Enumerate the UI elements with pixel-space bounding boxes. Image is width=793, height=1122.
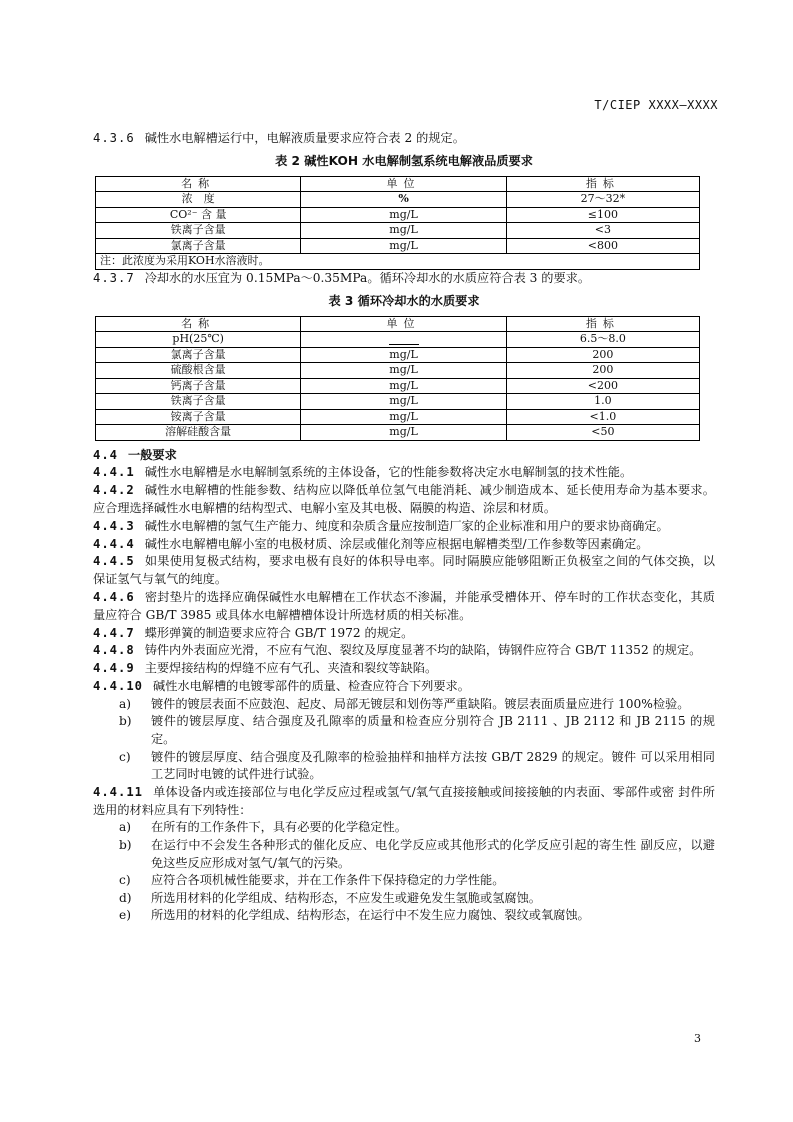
table-row: [96, 223, 700, 239]
item-label: c): [119, 749, 131, 764]
clause-4-4-3: [93, 518, 715, 536]
clause-number: 4.4.6: [93, 589, 135, 604]
table-cell: 27～32*: [506, 192, 699, 208]
table-cell: <200: [506, 378, 699, 394]
table-cell: <3: [506, 223, 699, 239]
clause-number: 4.3.6: [93, 131, 135, 145]
table-cell: <50: [506, 425, 699, 441]
clause-number: 4.4.10: [93, 678, 144, 693]
list-item: [119, 872, 715, 890]
table-row: [96, 394, 700, 410]
table-cell: 铁离子含量: [96, 394, 301, 410]
list-item: [119, 749, 715, 784]
clause-number: 4.4.11: [93, 784, 144, 799]
table-cell: mg/L: [301, 223, 506, 239]
table-cell: <800: [506, 238, 699, 254]
clause-number: 4.4.4: [93, 536, 135, 551]
section-number: 4.4: [93, 447, 119, 462]
page-number: 3: [694, 1032, 701, 1045]
table-row: [96, 425, 700, 441]
clause-text: 铸件内外表面应光滑，不应有气泡、裂纹及厚度显著不均的缺陷，铸钢件应符合 GB/T 11352 的规定。: [144, 643, 702, 658]
table-row: [96, 192, 700, 208]
clause-text: 主要焊接结构的焊缝不应有气孔、夹渣和裂纹等缺陷。: [144, 661, 438, 676]
list-item: [119, 837, 715, 872]
table-row: [96, 332, 700, 348]
table-cell: 溶解硅酸含量: [96, 425, 301, 441]
table-cell: 硫酸根含量: [96, 363, 301, 379]
clause-4-4-10: [93, 678, 715, 696]
item-text: 应符合各项机械性能要求，并在工作条件下保持稳定的力学性能。: [151, 873, 505, 888]
table-cell: 氯离子含量: [96, 347, 301, 363]
clause-text: 密封垫片的选择应确保碱性水电解槽在工作状态不渗漏，并能承受槽体开、停车时的工作状态变化，其质量应符合 GB/T 3985 或具体水电解槽槽体设计所选材质的相关标准。: [93, 589, 715, 622]
clause-text: 碱性水电解槽电解小室的电极材质、涂层或催化剂等应根据电解槽类型/工作参数等因素确定。: [144, 536, 649, 551]
clause-text: 蝶形弹簧的制造要求应符合 GB/T 1972 的规定。: [144, 625, 414, 640]
list-item: [119, 819, 715, 837]
clause-number: 4.4.7: [93, 625, 135, 640]
clause-text: 冷却水的水压宜为 0.15MPa～0.35MPa。循环冷却水的水质应符合表 3 的要求。: [144, 270, 591, 285]
item-label: b): [119, 837, 132, 852]
table2: [95, 176, 700, 270]
item-text: 镀件的镀层表面不应鼓泡、起皮、局部无镀层和划伤等严重缺陷。镀层表面质量应进行 100%检验。: [151, 696, 690, 711]
table-header: 单位: [301, 176, 506, 192]
list-item: [119, 890, 715, 908]
section-title-text: 一般要求: [128, 447, 177, 462]
table-cell: <1.0: [506, 409, 699, 425]
table-cell: CO²⁻ 含 量: [96, 207, 301, 223]
table-cell: 氯离子含量: [96, 238, 301, 254]
clause-4-4-2: [93, 482, 715, 518]
table-cell: mg/L: [301, 394, 506, 410]
table-header: 指标: [506, 176, 699, 192]
clause-number: 4.4.2: [93, 483, 135, 498]
clause-4-4-4: [93, 536, 715, 554]
item-text: 在运行中不会发生各种形式的催化反应、电化学反应或其他形式的化学反应引起的寄生性 副反应，以避免这些反应形成对氢气/氧气的污染。: [151, 837, 715, 870]
document-header: T/CIEP XXXX—XXXX: [594, 98, 718, 112]
clause-4-3-7: [93, 270, 715, 288]
clause-4-4-1: [93, 464, 715, 482]
table-header: 单位: [301, 316, 506, 332]
table-cell: 浓 度: [96, 192, 301, 208]
table-cell: 铁离子含量: [96, 223, 301, 239]
section-4-4-title: [93, 447, 715, 465]
clause-number: 4.4.3: [93, 518, 135, 533]
clause-text: 碱性水电解槽的氢气生产能力、纯度和杂质含量应按制造厂家的企业标准和用户的要求协商确定。: [144, 518, 669, 533]
item-text: 镀件的镀层厚度、结合强度及孔隙率的检验抽样和抽样方法按 GB/T 2829 的规定。镀件 可以采用相同工艺同时电镀的试件进行试验。: [151, 749, 715, 782]
clause-4-4-11: [93, 784, 715, 820]
clause-number: 4.4.1: [93, 465, 135, 480]
clause-text: 碱性水电解槽是水电解制氢系统的主体设备，它的性能参数将决定水电解制氢的技术性能。: [144, 465, 633, 480]
item-label: a): [119, 696, 132, 711]
clause-number: 4.4.9: [93, 661, 135, 676]
table-cell: 6.5～8.0: [506, 332, 699, 348]
item-text: 所选用的材料的化学组成、结构形态，在运行中不发生应力腐蚀、裂纹或氧腐蚀。: [151, 908, 590, 923]
table-cell: 铵离子含量: [96, 409, 301, 425]
table-cell: mg/L: [301, 238, 506, 254]
table-cell: 200: [506, 363, 699, 379]
table2-caption: 表 2 碱性KOH 水电解制氢系统电解液品质要求: [275, 153, 533, 168]
blank-unit: [389, 334, 419, 345]
list-item: [119, 907, 715, 925]
table-row: [96, 238, 700, 254]
item-text: 在所有的工作条件下，具有必要的化学稳定性。: [151, 820, 407, 835]
table-cell: mg/L: [301, 363, 506, 379]
table-cell: ≤100: [506, 207, 699, 223]
table-cell: %: [301, 192, 506, 208]
clause-number: 4.3.7: [93, 270, 135, 285]
table3: [95, 316, 700, 441]
clause-4-4-6: [93, 589, 715, 625]
table-cell: mg/L: [301, 425, 506, 441]
item-text: 镀件的镀层厚度、结合强度及孔隙率的质量和检查应分别符合 JB 2111 、JB 2112 和 JB 2115 的规定。: [151, 714, 715, 746]
table-header-row: [96, 316, 700, 332]
table-cell: [301, 332, 506, 348]
table-cell: mg/L: [301, 347, 506, 363]
table-cell: 钙离子含量: [96, 378, 301, 394]
item-label: e): [119, 908, 131, 923]
table-note-row: [96, 254, 700, 270]
clause-4-4-5: [93, 553, 715, 589]
table-cell: mg/L: [301, 409, 506, 425]
item-label: b): [119, 714, 132, 729]
table-header: 名称: [96, 176, 301, 192]
clause-number: 4.4.5: [93, 554, 135, 569]
table-row: [96, 207, 700, 223]
table-header: 名称: [96, 316, 301, 332]
table3-caption: 表 3 循环冷却水的水质要求: [328, 293, 480, 308]
clause-text: 单体设备内或连接部位与电化学反应过程或氢气/氧气直接接触或间接接触的内表面、零部件或密 封件所选用的材料应具有下列特性：: [93, 784, 715, 817]
clause-text: 如果使用复极式结构，要求电极有良好的体积导电率。同时隔膜应能够阻断正负极室之间的气体交换，以保证氢气与氧气的纯度。: [93, 554, 715, 587]
page-content: [93, 130, 715, 925]
clause-4-3-6: [93, 130, 715, 148]
table-note: 注：此浓度为采用KOH水溶液时。: [96, 254, 700, 270]
table-cell: 200: [506, 347, 699, 363]
table-row: [96, 409, 700, 425]
table-cell: mg/L: [301, 207, 506, 223]
table-row: [96, 347, 700, 363]
item-label: a): [119, 820, 132, 835]
clause-4-4-8: [93, 642, 715, 660]
item-label: d): [119, 890, 132, 905]
item-text: 所选用材料的化学组成、结构形态，不应发生或避免发生氢脆或氢腐蚀。: [151, 890, 541, 905]
clause-text: 碱性水电解槽的电镀零部件的质量、检查应符合下列要求。: [153, 678, 470, 693]
table-header: 指标: [506, 316, 699, 332]
list-item: [119, 713, 715, 748]
clause-text: 碱性水电解槽运行中，电解液质量要求应符合表 2 的规定。: [144, 131, 465, 145]
clause-text: 碱性水电解槽的性能参数、结构应以降低单位氢气电能消耗、减少制造成本、延长使用寿命为基本要求。 应合理选择碱性水电解槽的结构型式、电解小室及其电极、隔膜的构造、涂层和材质。: [93, 483, 715, 515]
clause-4-4-7: [93, 625, 715, 643]
list-item: [119, 696, 715, 714]
clause-number: 4.4.8: [93, 643, 135, 658]
item-label: c): [119, 873, 131, 888]
clause-4-4-9: [93, 660, 715, 678]
table-cell: mg/L: [301, 378, 506, 394]
table-cell: 1.0: [506, 394, 699, 410]
table-row: [96, 378, 700, 394]
table-cell: pH(25℃): [96, 332, 301, 348]
table-header-row: [96, 176, 700, 192]
table-row: [96, 363, 700, 379]
